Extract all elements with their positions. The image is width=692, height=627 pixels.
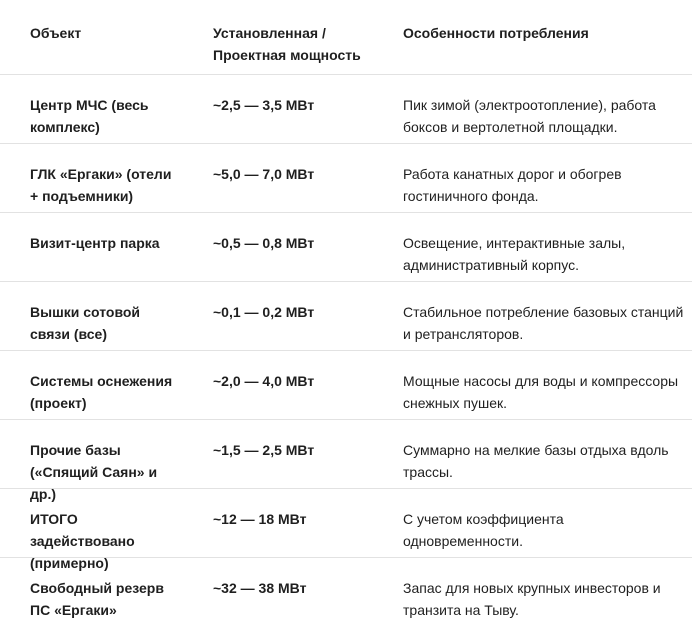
cell-capacity: ~2,5 — 3,5 МВт [213, 97, 315, 113]
cell-object: ИТОГО задействовано (примерно) [30, 511, 135, 571]
cell-capacity: ~0,1 — 0,2 МВт [213, 304, 315, 320]
table-row [0, 282, 692, 351]
cell-capacity: ~0,5 — 0,8 МВт [213, 235, 315, 251]
cell-features: Стабильное потребление базовых станций и ретрансляторов. [403, 304, 684, 342]
cell-object: Системы оснежения (проект) [30, 373, 173, 411]
table-row [0, 420, 692, 502]
table-header-row [0, 0, 692, 75]
cell-features: Суммарно на мелкие базы отдыха вдоль трассы. [403, 442, 669, 480]
cell-capacity: ~12 — 18 МВт [213, 511, 307, 527]
header-object: Объект [30, 25, 82, 41]
cell-features: Мощные насосы для воды и компрессоры снежных пушек. [403, 373, 679, 411]
table-row [0, 489, 692, 571]
cell-capacity: ~32 — 38 МВт [213, 580, 307, 596]
header-features: Особенности потребления [403, 25, 589, 41]
cell-features: Запас для новых крупных инвесторов и транзита на Тыву. [403, 580, 661, 618]
cell-object: Визит-центр парка [30, 235, 160, 251]
cell-features: Освещение, интерактивные залы, административный корпус. [403, 235, 626, 273]
cell-features: Работа канатных дорог и обогрев гостиничного фонда. [403, 166, 622, 204]
cell-features: С учетом коэффициента одновременности. [403, 511, 564, 549]
cell-object: Вышки сотовой связи (все) [30, 304, 141, 342]
cell-object: Центр МЧС (весь комплекс) [30, 97, 149, 135]
table-row [0, 75, 692, 144]
table-row [0, 144, 692, 213]
cell-object: Прочие базы («Спящий Саян» и др.) [30, 442, 158, 502]
table-row [0, 351, 692, 420]
cell-features: Пик зимой (электроотопление), работа боксов и вертолетной площадки. [403, 97, 656, 135]
cell-capacity: ~5,0 — 7,0 МВт [213, 166, 315, 182]
table-row [0, 213, 692, 282]
header-capacity: Установленная / Проектная мощность [213, 25, 361, 63]
cell-object: Свободный резерв ПС «Ергаки» [30, 580, 164, 618]
cell-object: ГЛК «Ергаки» (отели + подъемники) [30, 166, 172, 204]
cell-capacity: ~2,0 — 4,0 МВт [213, 373, 315, 389]
cell-capacity: ~1,5 — 2,5 МВт [213, 442, 315, 458]
